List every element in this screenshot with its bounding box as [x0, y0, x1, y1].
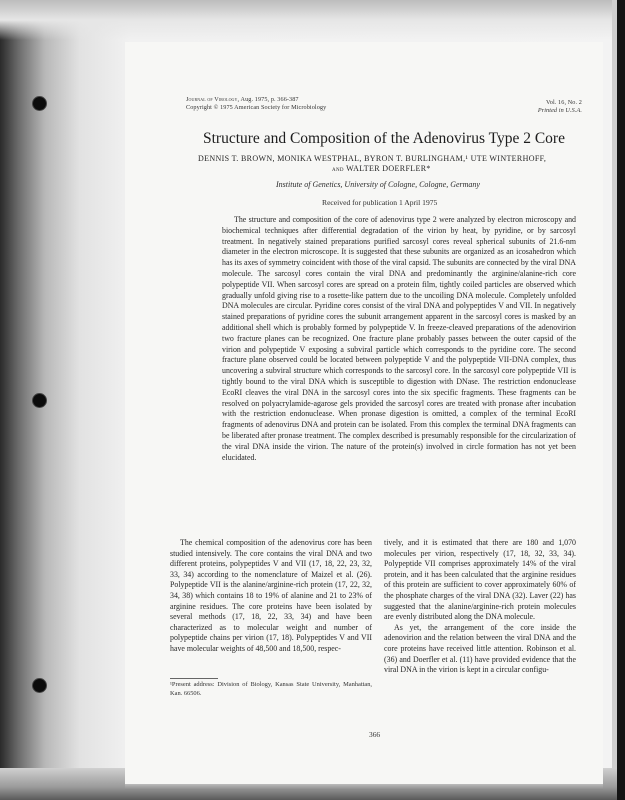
binder-hole-top — [33, 97, 46, 110]
volume-info: Vol. 16, No. 2 — [545, 99, 582, 106]
body-right-column — [384, 538, 576, 676]
page-number: 366 — [369, 730, 381, 739]
body-paragraph-2: tively, and it is estimated that there are 180 and 1,070 molecules per virion, respectively (17, 18, 32, 33, 34). Polypeptide VII comprises approximately 14% of the viral protein, and it has been calculated that the arginine residues of this protein are sufficient to cover approximately 60% of the phosphate charges of the viral DNA (32). Laver (22) has suggested that the alanine/arginine-rich protein molecules are evenly distributed along the DNA molecule. — [384, 538, 576, 622]
received-date: Received for publication 1 April 1975 — [322, 198, 438, 207]
binder-hole-middle — [33, 394, 46, 407]
issue-info: Aug. 1975, p. 366-387 — [240, 96, 299, 103]
authors-line-2 — [332, 164, 431, 175]
footnote: ¹Present address: Division of Biology, Kansas State University, Manhattan, Kan. 66506. — [170, 681, 372, 697]
journal-name: Journal of Virology, — [186, 96, 240, 103]
article-page-edge — [125, 784, 603, 790]
copy-shadow-top — [0, 0, 617, 40]
authors-line-1: DENNIS T. BROWN, MONIKA WESTPHAL, BYRON T. BURLINGHAM,¹ UTE WINTERHOFF, — [198, 154, 547, 163]
institute: Institute of Genetics, University of Cologne, Cologne, Germany — [276, 180, 480, 189]
journal-citation — [186, 96, 436, 104]
authors-last: WALTER DOERFLER* — [346, 164, 431, 173]
body-left-column — [170, 538, 372, 655]
abstract: The structure and composition of the core of adenovirus type 2 were analyzed by electron microscopy and biochemical techniques after differential degradation of the virion by heat, by pyridine, or by sarcosyl treatment. In negatively stained preparations purified sarcosyl cores reveal spherical subunits of 21.6-nm diameter in the electron microscope. It is suggested that these subunits are organized as an icosahedron which has its axes of symmetry coincident with those of the viral capsid. The subunits are connected by the viral DNA molecule. The sarcosyl cores contain the viral DNA and predominantly the arginine/alanine-rich core polypeptide VII. When sarcosyl cores are spread on a protein film, tightly coiled particles are observed which gradually unfold giving rise to a rosette-like pattern due to the uncoiling DNA molecule. Completely unfolded DNA molecules are circular. Pyridine cores consist of the viral DNA and polypeptides V and VII. In negatively stained preparations of pyridine cores the subunit arrangement apparent in the sarcosyl cores is masked by an additional shell which is probably formed by polypeptide V. In freeze-cleaved preparations of the adenovirion two fracture planes can be recognized. One fracture plane probably passes between the outer capsid of the virion and polypeptide V exposing a subviral particle which corresponds to the pyridine core. The second fracture plane observed could be located between polypeptide V and the polypeptide VII-DNA complex, thus uncovering a subviral structure which corresponds to the sarcosyl core. In the sarcosyl core polypeptide VII is tightly bound to the viral DNA which is susceptible to digestion with DNase. The restriction endonuclease EcoRI cleaves the viral DNA in the sarcosyl cores into the six specific fragments. These fragments can be resolved on polyacrylamide-agarose gels provided the sarcosyl cores are treated with pronase after incubation with the restriction endonuclease. When pronase digestion is omitted, a complex of the terminal EcoRI fragments of adenovirus DNA and protein can be isolated. From this complex the terminal DNA fragments can be liberated after pronase treatment. The complex described is presumably responsible for the circularization of the viral DNA inside the virion. The nature of the protein(s) involved in circle formation has not yet been elucidated. — [222, 215, 576, 462]
article-title: Structure and Composition of the Adenovirus Type 2 Core — [203, 130, 565, 147]
body-paragraph-3: As yet, the arrangement of the core inside the adenovirion and the relation between the viral DNA and the core proteins have received little attention. Robinson et al. (36) and Doerfler et al. (11) have provided evidence that the viral DNA in the virion is kept in a circular configu- — [384, 622, 576, 675]
body-paragraph-1: The chemical composition of the adenovirus core has been studied intensively. The core contains the viral DNA and two different proteins, polypeptides V and VII (17, 18, 22, 23, 32, 33, 34) according to the nomenclature of Maizel et al. (26). Polypeptide VII is the alanine/arginine-rich protein (17, 22, 32, 34, 38) which contains 18 to 19% of alanine and 21 to 23% of arginine residues. The core proteins have been isolated by several methods (17, 18, 22, 33, 34) and have been characterized as to molecular weight and number of polypeptide chains per virion (17, 18). Polypeptides V and VII have molecular weights of 48,500 and 18,500, respec- — [170, 538, 372, 653]
footnote-rule — [170, 678, 218, 679]
binder-hole-bottom — [33, 679, 46, 692]
copyright-line: Copyright © 1975 American Society for Microbiology — [186, 104, 327, 111]
authors-and: and — [332, 165, 344, 173]
sheet-edge — [612, 0, 617, 800]
printed-in: Printed in U.S.A. — [537, 107, 582, 114]
